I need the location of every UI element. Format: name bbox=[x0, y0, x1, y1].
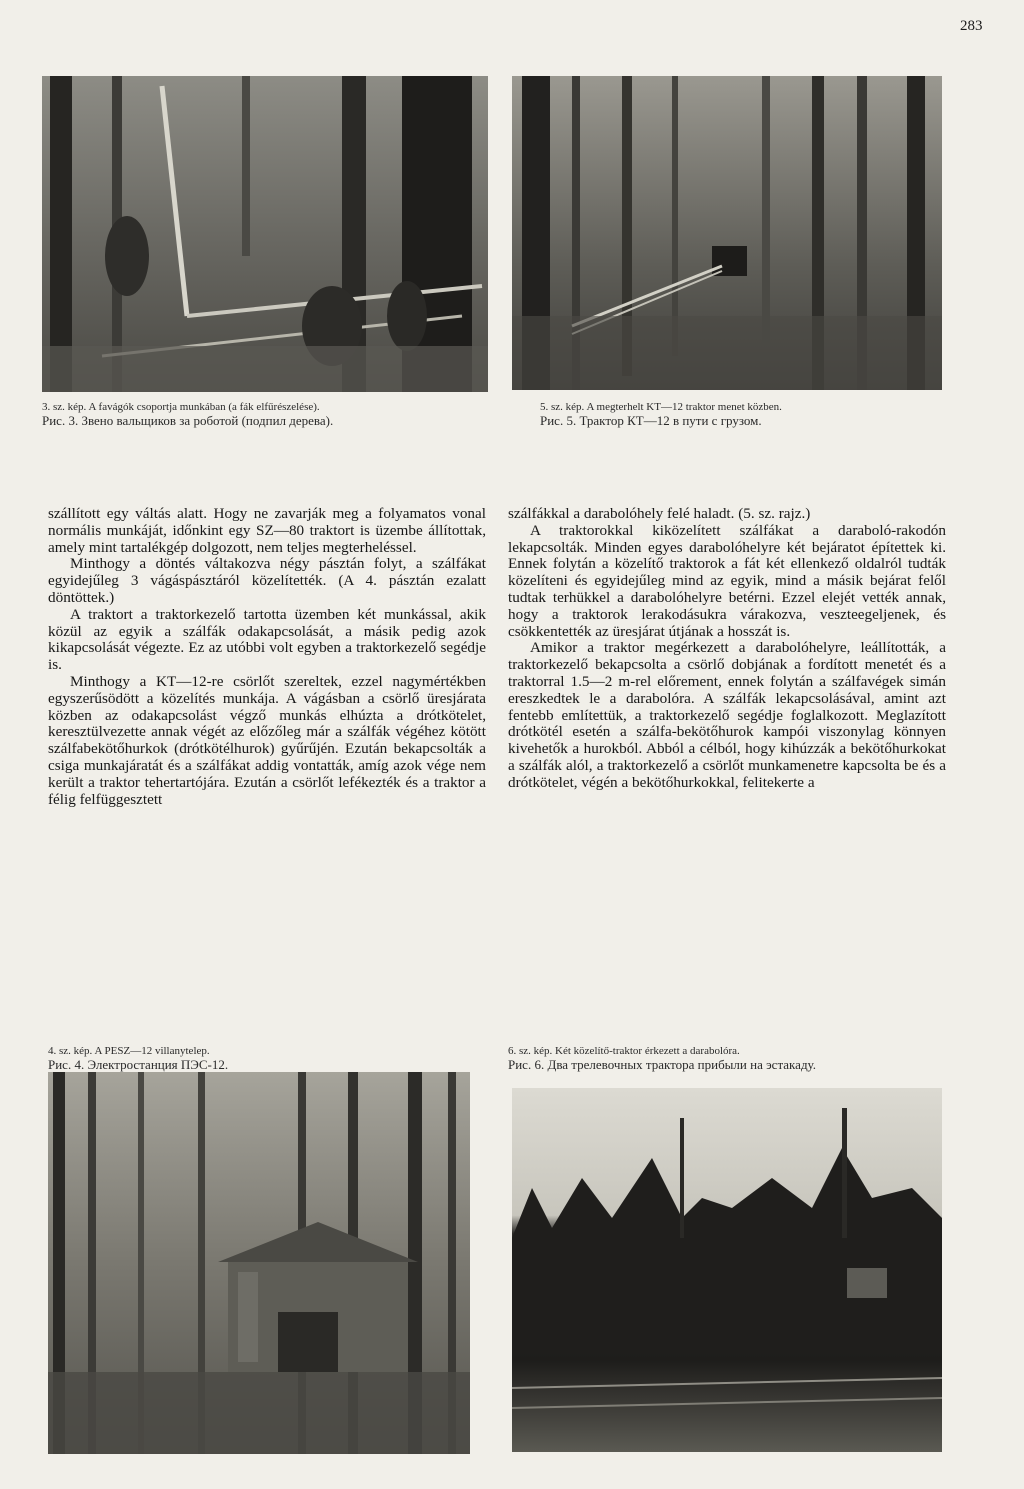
text-column-right bbox=[508, 506, 946, 792]
photo-fig4 bbox=[48, 1072, 470, 1454]
caption-fig4-ru: Рис. 4. Электростанция ПЭС-12. bbox=[48, 1057, 229, 1072]
paragraph: Minthogy a KT—12-re csörlőt szereltek, ezzel nagymértékben egyszerűsödött a közelítés munkája. A vágásban a csörlő üresjárata közben az odakapcsolást végző munkás elhúzta a drótkötelet, keresztülvezette annak végét az előzőleg már a szálfák végéhez kötött szálfabekötőhurkok (drótkötélhurok) gyűrűjén. Ezután bekapcsolták a csiga munkajáratát és a szálfákat addig vontatták, amíg azok vége nem került a traktor tehertartójára. Ezután a csörlőt lefékezték és a traktor a félig felfüggesztett bbox=[48, 672, 486, 808]
caption-fig4 bbox=[48, 1044, 488, 1072]
caption-fig6 bbox=[508, 1044, 958, 1072]
paragraph: szálfákkal a darabolóhely felé haladt. (5. sz. rajz.) bbox=[508, 505, 811, 522]
caption-fig5 bbox=[540, 400, 960, 428]
caption-fig6-ru: Рис. 6. Два трелевочных трактора прибыли на эстакаду. bbox=[508, 1057, 817, 1072]
page-number: 283 bbox=[960, 18, 983, 34]
caption-fig3 bbox=[42, 400, 492, 428]
paragraph: A traktorokkal kiközelített szálfákat a daraboló-rakodón lekapcsolták. Minden egyes darabolóhelyre két bejáratot építettek ki. Ennek folytán a közelítő traktorok a fát két ellenkező oldalról tudták közelíteni és egyidejűleg mind az egyik, mind a másik bejárat felől tudtak terhükkel a darabolóhelyre betérni. Ezzel elejét vették annak, hogy a traktorok lerakodásukra várakozva, veszteegeljenek, és csökkentették az üresjárat útjának a hosszát is. bbox=[508, 521, 946, 640]
caption-fig3-ru: Рис. 3. Звено вальщиков за роботой (подпил дерева). bbox=[42, 413, 334, 428]
photo-fig3 bbox=[42, 76, 488, 392]
caption-fig6-hu: 6. sz. kép. Két közelítő-traktor érkezett a darabolóra. bbox=[508, 1045, 740, 1057]
caption-fig5-ru: Рис. 5. Трактор КТ—12 в пути с грузом. bbox=[540, 413, 762, 428]
paragraph: A traktort a traktorkezelő tartotta üzemben két munkással, akik közül az egyik a szálfák odakapcsolását, a másik pedig azok kikapcsolását végezte. Ez az utóbbi volt egyben a traktorkezelő segédje is. bbox=[48, 605, 486, 674]
caption-fig4-hu: 4. sz. kép. A PESZ—12 villanytelep. bbox=[48, 1045, 210, 1057]
paragraph: szállított egy váltás alatt. Hogy ne zavarják meg a folyamatos vonal normális munkáját, időnkint egy SZ—80 traktort is üzembe állítottak, amely mint tartalékgép dolgozott, nem teljes megterheléssel. bbox=[48, 505, 486, 556]
photo-fig6 bbox=[512, 1088, 942, 1452]
photo-fig5 bbox=[512, 76, 942, 390]
paragraph: Amikor a traktor megérkezett a darabolóhelyre, leállították, a traktorkezelő bekapcsolta a csörlő dobjának a fordított menetét és a traktorral 1.5—2 m-rel előrement, ennek folytán a szálfavégek simán ereszkedtek le a darabolóra. A szálfák lekapcsolásával, amint azt fentebb említettük, a traktorkezelő segédje foglalkozott. Meglazított drótkötél esetén a szálfa-bekötőhurok kampói viszonylag könnyen kivehetők a hurokból. Abból a célból, hogy kihúzzák a bekötőhurkokat a szálfák alól, a traktorkezelő a csörlőt munkamenetre kapcsolta be és a drótkötelet, végén a bekötőhurkokkal, felitekerte a bbox=[508, 639, 946, 791]
caption-fig5-hu: 5. sz. kép. A megterhelt KT—12 traktor menet közben. bbox=[540, 401, 782, 413]
text-column-left bbox=[48, 506, 486, 808]
caption-fig3-hu: 3. sz. kép. A favágók csoportja munkában (a fák elfűrészelése). bbox=[42, 401, 320, 413]
paragraph: Minthogy a döntés váltakozva négy pásztán folyt, a szálfákat egyidejűleg 3 vágáspásztáról közelítették. (A 4. pásztán ezalatt döntöttek.) bbox=[48, 555, 486, 606]
